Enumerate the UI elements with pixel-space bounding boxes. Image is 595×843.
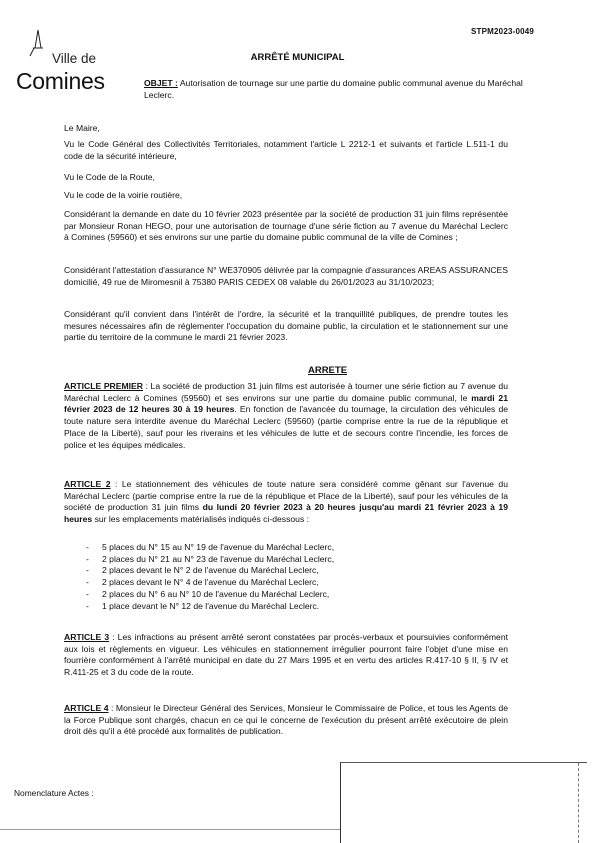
objet-block (144, 77, 544, 101)
vu-code-route: Vu le Code de la Route, (64, 172, 155, 182)
list-item: - 2 places devant le N° 4 de l'avenue du Maréchal Leclerc, (86, 577, 446, 589)
considerant-assurance: Considérant l'attestation d'assurance N° WE370905 délivrée par la compagnie d'assurances AREAS ASSURANCES domicilié, 49 rue de Miromesnil à 75380 PARIS CEDEX 08 valable du 26/01/2023 au 31/10/2023; (64, 265, 508, 287)
objet-label: OBJET : (144, 78, 178, 88)
article-3-label: ARTICLE 3 (64, 632, 110, 642)
logo-line-1: Ville de (52, 51, 97, 66)
arrete-heading: ARRETE (307, 365, 348, 376)
list-item: - 1 place devant le N° 12 de l'avenue du Maréchal Leclerc. (86, 601, 446, 613)
article-1: ARTICLE PREMIER : La société de production 31 juin films est autorisée à tourner une série fiction au 7 avenue du Maréchal Leclerc à Comines (59560) et ses environs sur une partie du domaine public communal, le mardi 21 février 2023 de 12 heures 30 à 19 heures. En fonction de l'avancée du tournage, la circulation des véhicules de toute nature sera interdite avenue du Maréchal Leclerc (59560) (partie comprise entre la rue de la république et Place de la Liberté), sauf pour les riverains et les véhicules de lutte et de secours contre l'incendie, les forces de police et les équipes médicales. (64, 381, 509, 450)
footer-divider (0, 829, 340, 830)
nomenclature-label: Nomenclature Actes : (14, 788, 94, 798)
signature-box (340, 762, 587, 843)
list-item: - 2 places du N° 21 au N° 23 de l'avenue du Maréchal Leclerc, (86, 554, 446, 566)
considerant-demande: Considérant la demande en date du 10 février 2023 présentée par la société de production 31 juin films représentée par Monsieur Ronan HEGO, pour une autorisation de tournage d'une série fiction au 7 avenue du Maréchal Leclerc à Comines (59560) et ses environs sur une partie du domaine public communal de la ville de Comines ; (64, 209, 508, 243)
article-2: ARTICLE 2 : Le stationnement des véhicules de toute nature sera considéré comme gênant sur l'avenue du Maréchal Leclerc (partie comprise entre la rue de la république et Place de la Liberté), sauf pour les véhicules de la société de production 31 juin films du lundi 20 février 2023 à 20 heures jusqu'au mardi 21 février 2023 à 19 heures sur les emplacements matérialisés indiqués ci-dessous : (64, 479, 508, 525)
vu-code-voirie: Vu le code de la voirie routière, (64, 190, 183, 200)
article-4: ARTICLE 4 : Monsieur le Directeur Général des Services, Monsieur le Commissaire de Police, et tous les Agents de la Force Publique sont chargés, chacun en ce qui le concerne de l'exécution du présent arrêté exécutoire de plein droit dès qu'il a été procédé aux formalités de publication. (64, 703, 508, 737)
article-1-label: ARTICLE PREMIER (64, 381, 143, 391)
page-title: ARRÊTÉ MUNICIPAL (250, 52, 345, 63)
article-3: ARTICLE 3 : Les infractions au présent arrêté seront constatées par procès-verbaux et poursuivies conformément aux lois et règlements en vigueur. Les véhicules en stationnement irrégulier pourront faire l'objet d'une mise en fourrière conformément à l'arrêté municipal en date du 27 Mars 1995 et en vertu des articles R.417-10 § II, § IV et R.411-25 et 3 du code de la route. (64, 632, 508, 678)
list-item: - 2 places du N° 6 au N° 10 de l'avenue du Maréchal Leclerc, (86, 589, 446, 601)
objet-text: Autorisation de tournage sur une partie du domaine public communal avenue du Maréchal Leclerc. (144, 78, 523, 100)
article-2-label: ARTICLE 2 (64, 479, 111, 489)
logo-line-2: Comines (16, 68, 105, 94)
le-maire: Le Maire, (64, 123, 100, 133)
list-item: - 5 places du N° 15 au N° 19 de l'avenue du Maréchal Leclerc, (86, 542, 446, 554)
vu-cgct: Vu le Code Général des Collectivités Territoriales, notamment l'article L 2212-1 et suivants et l'article L.511-1 du code de la sécurité intérieure, (64, 139, 508, 161)
parking-places-list (86, 542, 446, 612)
list-item: - 2 places devant le N° 2 de l'avenue du Maréchal Leclerc, (86, 565, 446, 577)
comines-logo (16, 28, 126, 98)
article-4-label: ARTICLE 4 (64, 703, 109, 713)
document-reference: STPM2023-0049 (471, 27, 535, 36)
considerant-ordre: Considérant qu'il convient dans l'intérêt de l'ordre, la sécurité et la tranquillité publiques, de prendre toutes les mesures nécessaires afin de réglementer l'occupation du domaine public, la circulation et le stationnement sur une partie du territoire de la commune le mardi 21 février 2023. (64, 309, 508, 343)
